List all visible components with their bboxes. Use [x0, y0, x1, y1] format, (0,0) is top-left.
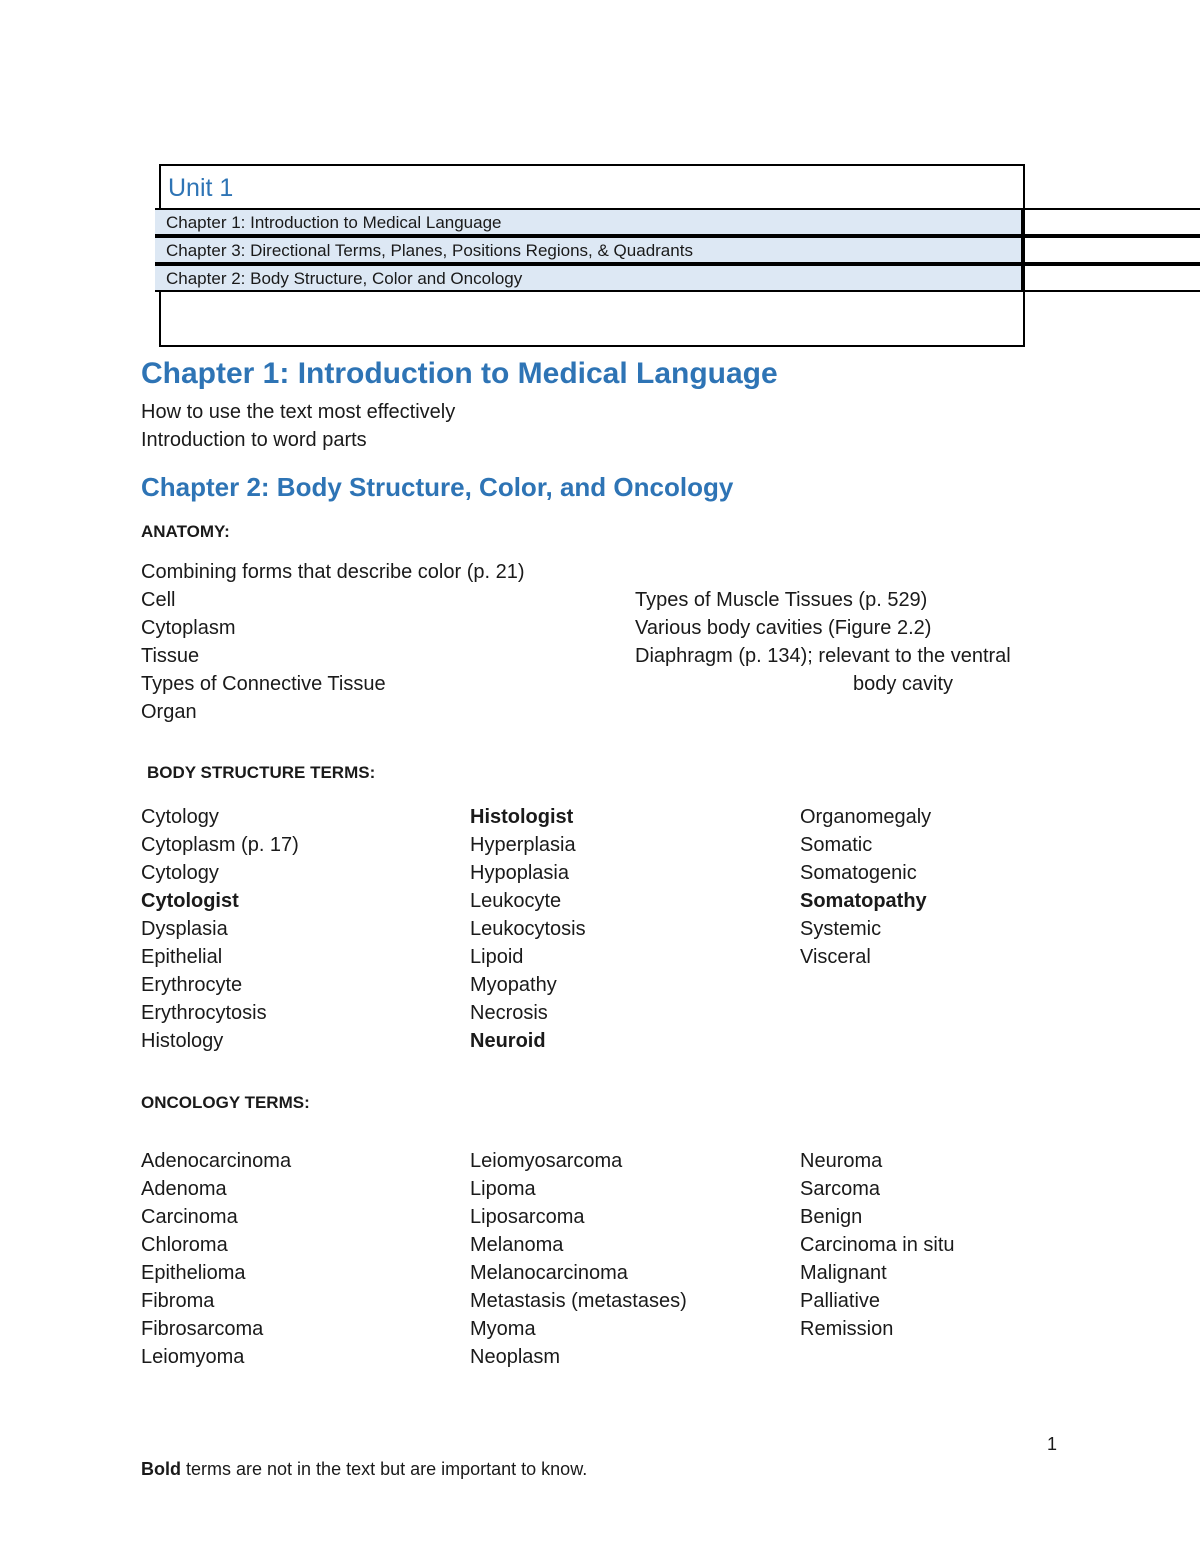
body-structure-term: Lipoid [470, 946, 524, 968]
body-structure-term: Hypoplasia [470, 862, 569, 884]
body-structure-term: Somatopathy [800, 890, 927, 912]
oncology-label: ONCOLOGY TERMS: [141, 1093, 310, 1112]
body-structure-term: Cytologist [141, 890, 239, 912]
toc-row-label: Chapter 1: Introduction to Medical Language [166, 213, 502, 232]
body-structure-term: Cytology [141, 862, 219, 884]
anatomy-item: Cell [141, 589, 176, 611]
footnote-text: terms are not in the text but are important to know. [181, 1459, 588, 1479]
anatomy-item: Types of Muscle Tissues (p. 529) [635, 589, 928, 611]
body-structure-term: Erythrocyte [141, 974, 243, 996]
body-structure-term: Leukocytosis [470, 918, 586, 940]
body-structure-term: Leukocyte [470, 890, 562, 912]
body-structure-term: Organomegaly [800, 806, 932, 828]
body-structure-term: Somatic [800, 834, 873, 856]
oncology-column-3 [800, 1147, 955, 1343]
oncology-term: Fibroma [141, 1290, 215, 1312]
oncology-term: Myoma [470, 1318, 536, 1340]
toc-row-chapter-1[interactable] [155, 208, 1200, 236]
oncology-term: Carcinoma [141, 1206, 238, 1228]
body-structure-term: Visceral [800, 946, 871, 968]
body-structure-term: Epithelial [141, 946, 223, 968]
oncology-term: Carcinoma in situ [800, 1234, 955, 1256]
body-structure-term: Hyperplasia [470, 834, 576, 856]
body-structure-term: Dysplasia [141, 918, 228, 940]
oncology-term: Melanocarcinoma [470, 1262, 628, 1284]
chapter2-heading: Chapter 2: Body Structure, Color, and Oncology [141, 472, 734, 502]
chapter1-heading: Chapter 1: Introduction to Medical Language [141, 357, 778, 390]
chapter1-line: How to use the text most effectively [141, 401, 456, 423]
body-structure-term: Cytology [141, 806, 219, 828]
page-number: 1 [1047, 1434, 1058, 1454]
oncology-term: Adenocarcinoma [141, 1150, 292, 1172]
anatomy-item: Various body cavities (Figure 2.2) [635, 617, 932, 639]
oncology-term: Sarcoma [800, 1178, 881, 1200]
oncology-term: Leiomyoma [141, 1346, 245, 1368]
anatomy-item: Combining forms that describe color (p. 21) [141, 561, 525, 583]
toc-row-label: Chapter 2: Body Structure, Color and Oncology [166, 269, 523, 288]
oncology-term: Palliative [800, 1290, 881, 1312]
oncology-term: Epithelioma [141, 1262, 246, 1284]
toc-row-divider [1021, 266, 1023, 290]
anatomy-item: Cytoplasm [141, 617, 236, 639]
oncology-term: Malignant [800, 1262, 887, 1284]
oncology-term: Remission [800, 1318, 894, 1340]
body-structure-column-2 [470, 803, 586, 1055]
oncology-term: Melanoma [470, 1234, 564, 1256]
toc-row-label: Chapter 3: Directional Terms, Planes, Positions Regions, & Quadrants [166, 241, 693, 260]
body-structure-term: Systemic [800, 918, 882, 940]
chapter1-line: Introduction to word parts [141, 429, 367, 451]
body-structure-column-1 [141, 803, 299, 1055]
footnote [141, 1459, 587, 1480]
toc-row-chapter-3[interactable] [155, 236, 1200, 264]
body-structure-term: Neuroid [470, 1030, 546, 1052]
body-structure-term: Cytoplasm (p. 17) [141, 834, 299, 856]
anatomy-item: Types of Connective Tissue [141, 673, 386, 695]
oncology-column-1 [141, 1147, 291, 1371]
footnote-bold: Bold [141, 1459, 181, 1479]
oncology-term: Benign [800, 1206, 863, 1228]
anatomy-left-list [141, 558, 525, 726]
oncology-term: Chloroma [141, 1234, 228, 1256]
toc-row-divider [1021, 210, 1023, 234]
anatomy-item: Diaphragm (p. 134); relevant to the ventral [635, 645, 1011, 667]
oncology-term: Metastasis (metastases) [470, 1290, 687, 1312]
body-structure-label: BODY STRUCTURE TERMS: [147, 763, 376, 782]
oncology-term: Lipoma [470, 1178, 536, 1200]
oncology-term: Liposarcoma [470, 1206, 585, 1228]
anatomy-item: Tissue [141, 645, 200, 667]
body-structure-column-3 [800, 803, 931, 971]
oncology-column-2 [470, 1147, 687, 1371]
unit-title: Unit 1 [168, 174, 234, 202]
oncology-term: Neoplasm [470, 1346, 561, 1368]
body-structure-term: Erythrocytosis [141, 1002, 267, 1024]
oncology-term: Leiomyosarcoma [470, 1150, 623, 1172]
body-structure-term: Somatogenic [800, 862, 917, 884]
body-structure-term: Histologist [470, 806, 574, 828]
body-structure-term: Necrosis [470, 1002, 548, 1024]
anatomy-right-list [635, 586, 1011, 698]
toc-row-chapter-2[interactable] [155, 264, 1200, 292]
oncology-term: Neuroma [800, 1150, 883, 1172]
toc-row-divider [1021, 238, 1023, 262]
oncology-term: Adenoma [141, 1178, 227, 1200]
oncology-term: Fibrosarcoma [141, 1318, 264, 1340]
anatomy-label: ANATOMY: [141, 522, 230, 541]
body-structure-term: Myopathy [470, 974, 557, 996]
anatomy-item: Organ [141, 701, 197, 723]
anatomy-item: body cavity [853, 673, 954, 695]
body-structure-term: Histology [141, 1030, 224, 1052]
